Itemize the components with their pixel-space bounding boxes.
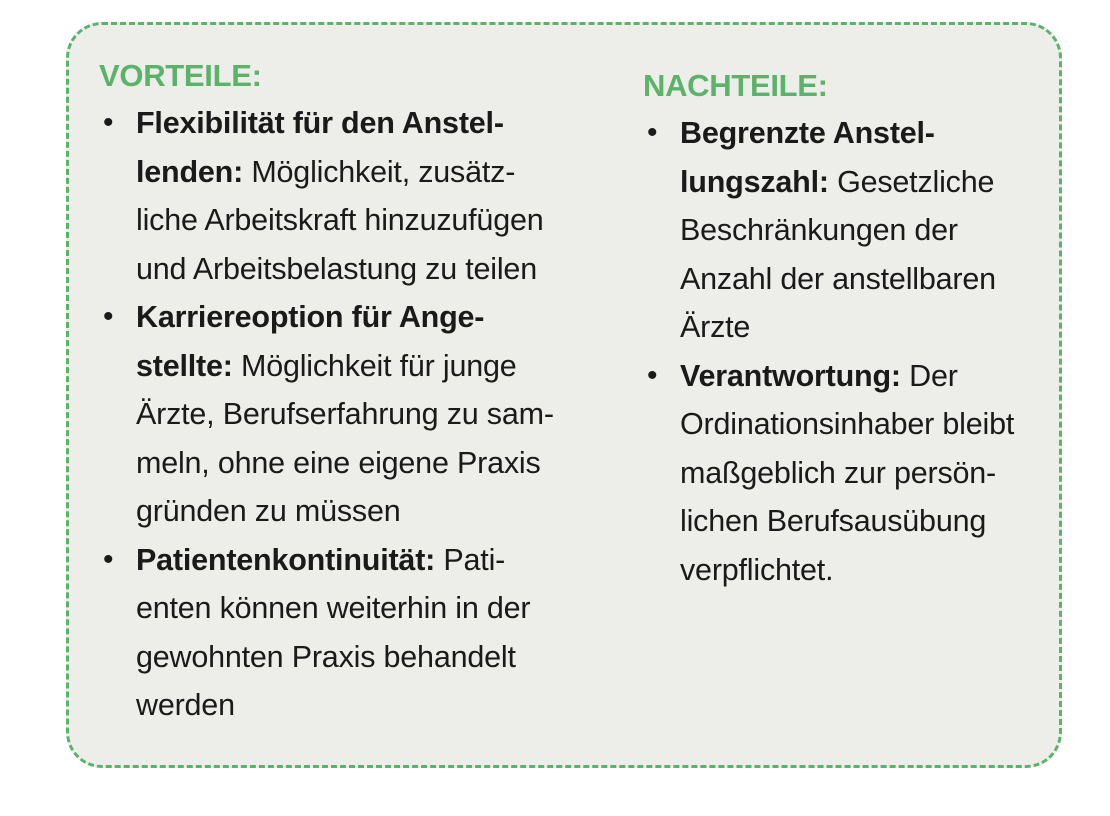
item-line: Ärzte: [680, 310, 751, 344]
item-line: Patientenkontinuität: Pati-: [136, 542, 506, 577]
cons-list: [643, 109, 1063, 594]
cons-heading: NACHTEILE:: [643, 68, 828, 103]
item-line: gründen zu müssen: [136, 494, 401, 528]
bullet-icon: •: [647, 116, 658, 149]
item-line: Ordinationsinhaber bleibt: [680, 407, 1015, 441]
item-line: verpflichtet.: [680, 552, 834, 587]
bullet-icon: •: [103, 542, 114, 576]
item-line: Anzahl der anstellbaren: [680, 261, 996, 296]
item-line: Karriereoption für Ange-: [136, 300, 485, 334]
item-line: gewohnten Praxis behandelt: [136, 639, 516, 674]
item-line: Ärzte, Berufserfahrung zu sam-: [136, 397, 554, 431]
list-item: [99, 536, 599, 730]
cons-column: [643, 69, 1063, 594]
pros-list: [99, 99, 599, 730]
item-line: enten können weiterhin in der: [136, 591, 531, 625]
item-line: liche Arbeitskraft hinzuzufügen: [136, 203, 544, 237]
item-line: maßgeblich zur persön-: [680, 455, 996, 490]
item-line: stellte: Möglichkeit für junge: [136, 348, 517, 383]
item-line: werden: [136, 688, 235, 722]
pros-cons-box: [66, 22, 1062, 768]
list-item: [643, 352, 1063, 595]
item-line: lungszahl: Gesetzliche: [680, 164, 995, 199]
bullet-icon: •: [103, 300, 114, 333]
list-item: [99, 293, 599, 536]
item-line: und Arbeitsbelastung zu teilen: [136, 251, 537, 286]
bullet-icon: •: [647, 358, 658, 392]
item-line: Beschränkungen der: [680, 213, 958, 247]
list-item: [643, 109, 1063, 352]
pros-column: [99, 59, 599, 730]
item-line: Begrenzte Anstel-: [680, 116, 935, 150]
item-line: Flexibilität für den Anstel-: [136, 106, 504, 140]
item-line: meln, ohne eine eigene Praxis: [136, 445, 541, 480]
bullet-icon: •: [103, 106, 114, 139]
item-line: Verantwortung: Der: [680, 358, 958, 393]
item-line: lichen Berufsausübung: [680, 504, 987, 538]
item-line: lenden: Möglichkeit, zusätz-: [136, 154, 516, 189]
pros-heading: VORTEILE:: [99, 58, 262, 93]
list-item: [99, 99, 599, 293]
